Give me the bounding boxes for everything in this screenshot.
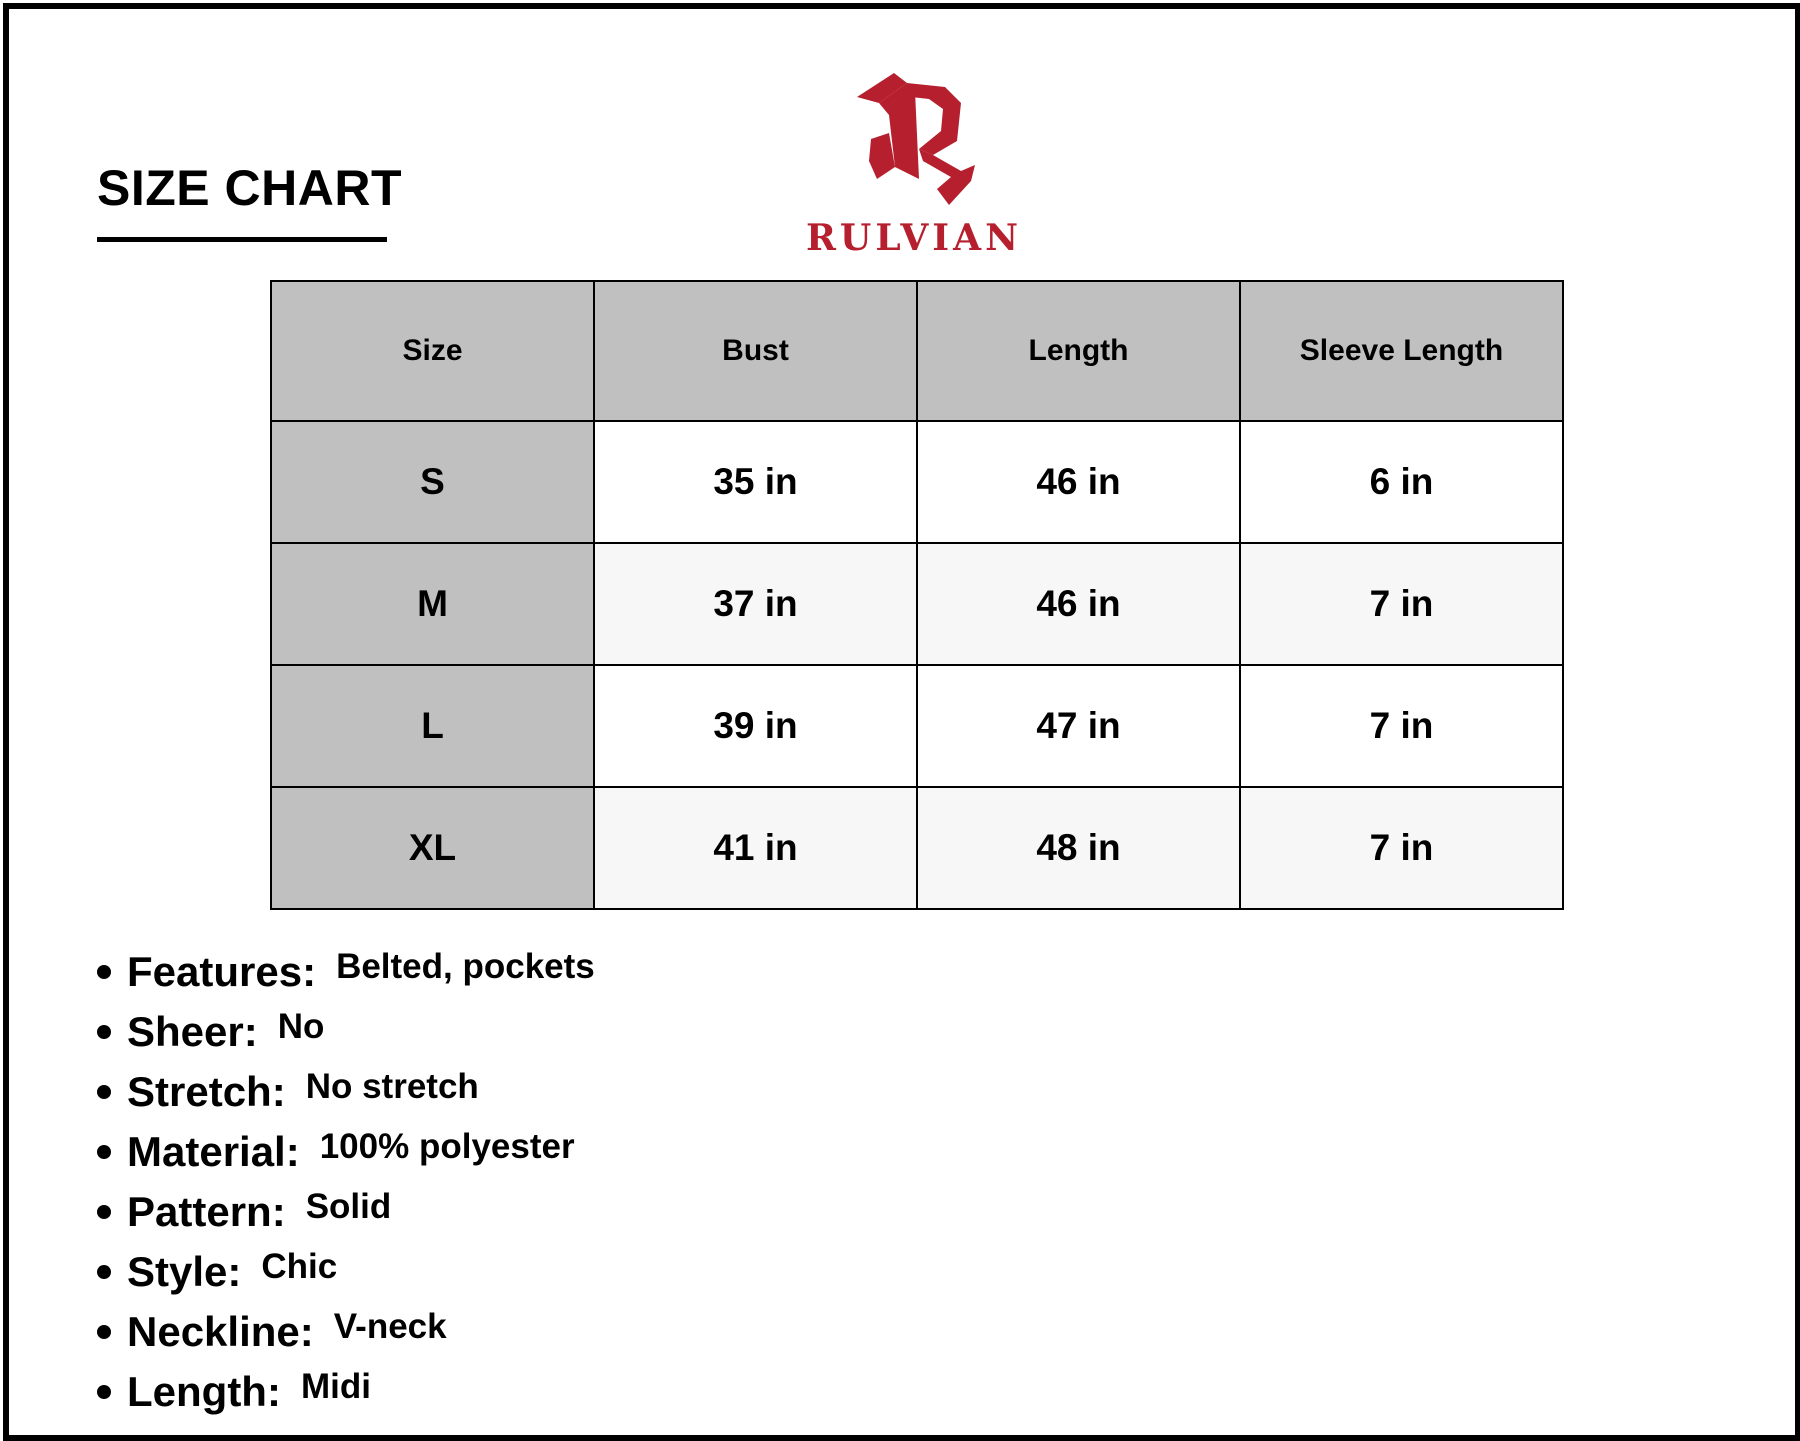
spec-label: Length: — [127, 1368, 281, 1415]
list-item — [97, 947, 595, 1007]
list-item — [97, 1307, 595, 1367]
size-cell: XL — [271, 787, 594, 909]
size-cell: L — [271, 665, 594, 787]
spec-label: Stretch: — [127, 1068, 286, 1115]
bullet-icon — [97, 1385, 111, 1399]
spec-value: Chic — [261, 1247, 338, 1286]
spec-label: Features: — [127, 948, 317, 995]
spec-value: Belted, pockets — [336, 947, 595, 986]
table-header-row — [271, 281, 1563, 421]
brand-name: RULVIAN — [806, 217, 1022, 259]
spec-value: No — [277, 1007, 325, 1046]
spec-value: Solid — [305, 1187, 392, 1226]
table-row — [271, 665, 1563, 787]
length-cell: 48 in — [917, 787, 1240, 909]
page-title: SIZE CHART — [97, 160, 402, 216]
spec-label: Style: — [127, 1248, 242, 1295]
size-chart-frame — [3, 3, 1800, 1441]
sleeve-cell: 7 in — [1240, 787, 1563, 909]
bust-cell: 37 in — [594, 543, 917, 665]
table-row — [271, 787, 1563, 909]
list-item — [97, 1067, 595, 1127]
size-cell: M — [271, 543, 594, 665]
list-item — [97, 1187, 595, 1247]
list-item — [97, 1247, 595, 1307]
title-underline — [97, 237, 387, 242]
spec-label: Sheer: — [127, 1008, 258, 1055]
spec-value: 100% polyester — [319, 1127, 575, 1166]
length-cell: 46 in — [917, 421, 1240, 543]
spec-label: Material: — [127, 1128, 300, 1175]
header-size: Size — [271, 281, 594, 421]
sleeve-cell: 6 in — [1240, 421, 1563, 543]
header-bust: Bust — [594, 281, 917, 421]
bullet-icon — [97, 1205, 111, 1219]
bullet-icon — [97, 1145, 111, 1159]
length-cell: 46 in — [917, 543, 1240, 665]
header-sleeve-length: Sleeve Length — [1240, 281, 1563, 421]
spec-list — [97, 947, 595, 1427]
table-row — [271, 421, 1563, 543]
size-cell: S — [271, 421, 594, 543]
list-item — [97, 1127, 595, 1187]
spec-value: Midi — [300, 1367, 371, 1406]
bust-cell: 41 in — [594, 787, 917, 909]
spec-value: No stretch — [305, 1067, 479, 1106]
sleeve-cell: 7 in — [1240, 543, 1563, 665]
rulvian-r-logo-icon — [849, 69, 979, 209]
list-item — [97, 1367, 595, 1427]
bust-cell: 39 in — [594, 665, 917, 787]
list-item — [97, 1007, 595, 1067]
table-row — [271, 543, 1563, 665]
spec-value: V-neck — [333, 1307, 447, 1346]
size-table — [270, 280, 1564, 910]
length-cell: 47 in — [917, 665, 1240, 787]
bullet-icon — [97, 965, 111, 979]
header-length: Length — [917, 281, 1240, 421]
spec-label: Pattern: — [127, 1188, 286, 1235]
spec-label: Neckline: — [127, 1308, 314, 1355]
bust-cell: 35 in — [594, 421, 917, 543]
bullet-icon — [97, 1265, 111, 1279]
bullet-icon — [97, 1325, 111, 1339]
sleeve-cell: 7 in — [1240, 665, 1563, 787]
bullet-icon — [97, 1025, 111, 1039]
brand-logo — [789, 69, 1039, 269]
bullet-icon — [97, 1085, 111, 1099]
